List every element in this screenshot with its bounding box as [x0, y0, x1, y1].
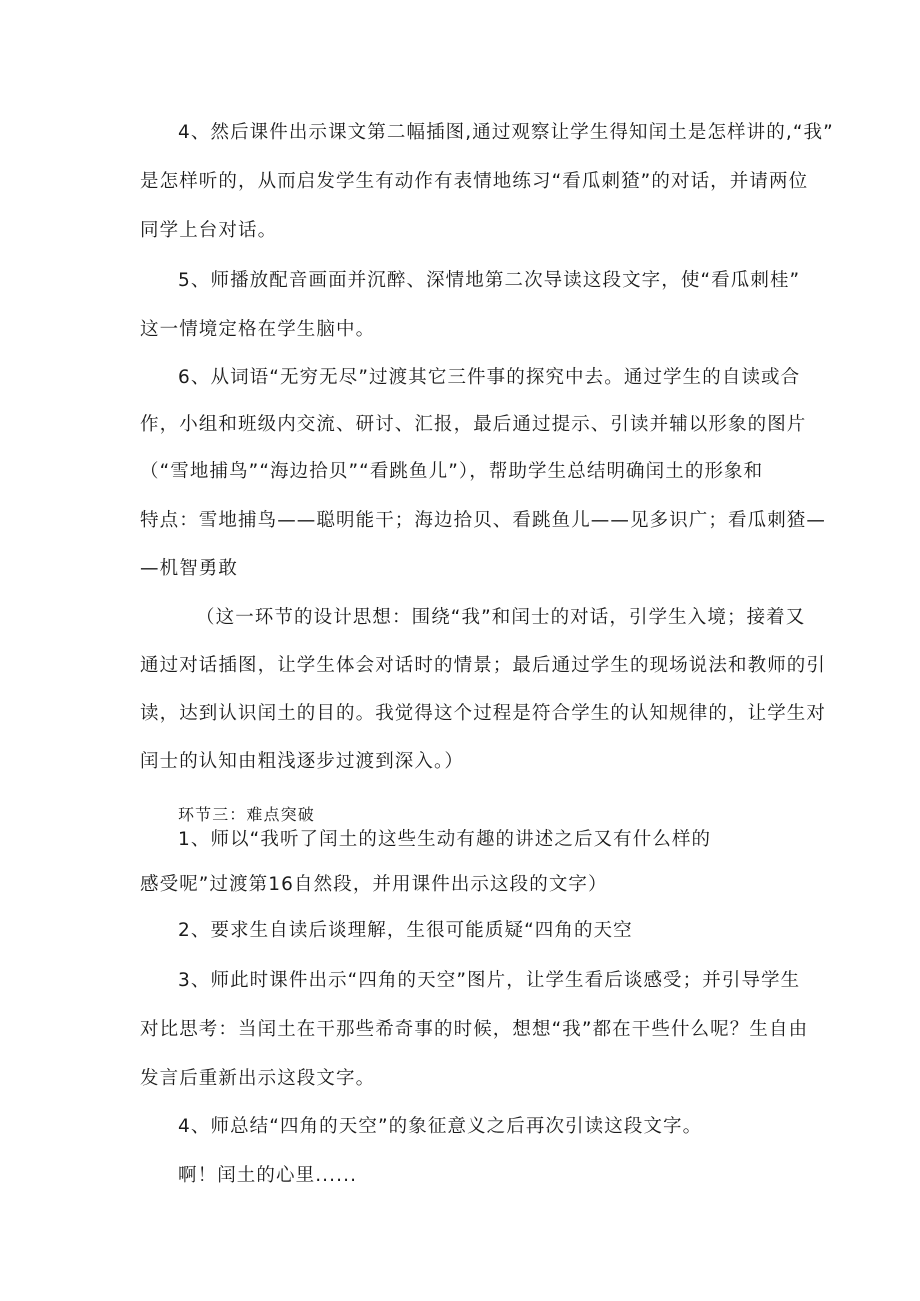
design-note-line-4: 闰士的认知由粗浅逐步过渡到深入。） [140, 751, 464, 772]
design-note-line-2: 通过对话插图，让学生体会对话时的情景；最后通过学生的现场说法和教师的引 [140, 655, 827, 676]
step-1-line-2: 感受呢”过渡第16自然段，并用课件出示这段的文字） [140, 874, 608, 895]
design-note-line-1: （这一环节的设计思想：围绕“我”和闰士的对话，引学生入境；接着又 [196, 607, 806, 628]
paragraph-5-line-1: 5、师播放配音画面并沉醉、深情地第二次导读这段文字，使“看瓜刺桂” [178, 270, 801, 291]
closing-line: 啊！闰土的心里...... [178, 1165, 358, 1186]
paragraph-6-line-5: —机智勇敢 [140, 558, 239, 579]
paragraph-6-line-4: 特点：雪地捕鸟——聪明能干；海边拾贝、看跳鱼儿——见多识广；看瓜刺猹— [140, 510, 827, 531]
section-3-title: 环节三：难点突破 [178, 805, 315, 824]
paragraph-5-line-2: 这一情境定格在学生脑中。 [140, 319, 376, 340]
paragraph-6-line-3: （“雪地捕鸟”“海边拾贝”“看跳鱼儿”），帮助学生总结明确闰土的形象和 [140, 461, 764, 482]
paragraph-4-line-3: 同学上台对话。 [140, 220, 278, 241]
paragraph-4-line-2: 是怎样听的，从而启发学生有动作有表情地练习“看瓜刺猹”的对话，并请两位 [140, 171, 809, 192]
paragraph-4-line-1: 4、然后课件出示课文第二幅插图,通过观察让学生得知闰土是怎样讲的,“我” [178, 122, 834, 143]
step-1-line-1: 1、师以“我听了闰土的这些生动有趣的讲述之后又有什么样的 [178, 829, 712, 850]
step-2: 2、要求生自读后谈理解，生很可能质疑“四角的天空 [178, 920, 633, 941]
step-3-line-2: 对比思考：当闰土在干那些希奇事的时候，想想“我”都在干些什么呢？生自由 [140, 1019, 809, 1040]
design-note-line-3: 读，达到认识闰土的目的。我觉得这个过程是符合学生的认知规律的，让学生对 [140, 703, 827, 724]
step-3-line-3: 发言后重新出示这段文字。 [140, 1068, 376, 1089]
step-4: 4、师总结“四角的天空”的象征意义之后再次引读这段文字。 [178, 1116, 703, 1137]
paragraph-6-line-1: 6、从词语“无穷无尽”过渡其它三件事的探究中去。通过学生的自读或合 [178, 367, 801, 388]
paragraph-6-line-2: 作，小组和班级内交流、研讨、汇报，最后通过提示、引读并辅以形象的图片 [140, 414, 807, 435]
step-3-line-1: 3、师此时课件出示“四角的天空”图片，让学生看后谈感受；并引导学生 [178, 970, 801, 991]
